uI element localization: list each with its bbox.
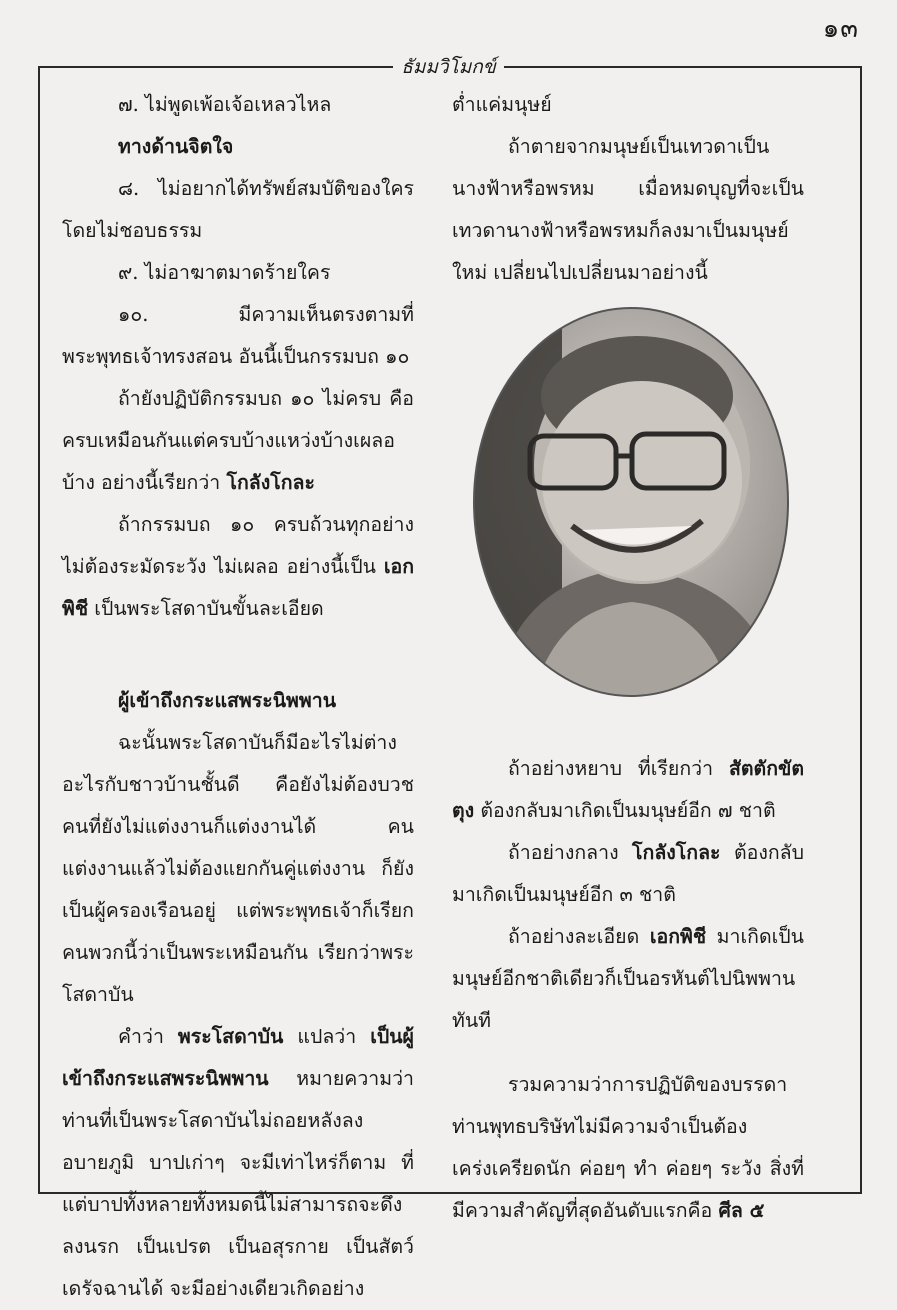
bold-term: เป็นผู้เข้าถึงกระแสพระนิพพาน bbox=[62, 1025, 414, 1090]
paragraph: ต่ำแค่มนุษย์ bbox=[452, 93, 552, 116]
paragraph bbox=[62, 1016, 414, 1310]
text-span: ถ้ากรรมบถ ๑๐ ครบถ้วนทุกอย่าง ไม่ต้องระมัดระวัง ไม่เผลอ อย่างนี้เป็น bbox=[62, 513, 414, 578]
paragraph bbox=[452, 832, 804, 916]
text-span: เป็นพระโสดาบันขั้นละเอียด bbox=[88, 597, 324, 620]
paragraph: ๘. ไม่อยากได้ทรัพย์สมบัติของใครโดยไม่ชอบธรรม bbox=[62, 177, 414, 242]
paragraph: ฉะนั้นพระโสดาบันก็มีอะไรไม่ต่างอะไรกับชาวบ้านชั้นดี คือยังไม่ต้องบวช คนที่ยังไม่แต่งงานก็แต่งงานได้ คนแต่งงานแล้วไม่ต้องแยกกันคู่แต่งงาน ก็ยังเป็นผู้ครองเรือนอยู่ แต่พระพุทธเจ้าก็เรียกคนพวกนี้ว่าเป็นพระเหมือนกัน เรียกว่าพระโสดาบัน bbox=[62, 731, 414, 1006]
text-span: ถ้าอย่างหยาบ ที่เรียกว่า bbox=[508, 757, 729, 780]
paragraph: ๗. ไม่พูดเพ้อเจ้อเหลวไหล bbox=[118, 93, 332, 116]
text-span: ต้องกลับมาเกิดเป็นมนุษย์อีก ๗ ชาติ bbox=[474, 799, 776, 822]
bold-term: โกลังโกละ bbox=[632, 841, 721, 864]
paragraph: ๙. ไม่อาฆาตมาดร้ายใคร bbox=[118, 261, 331, 284]
paragraph bbox=[452, 748, 804, 832]
bold-term: เอกพิชี bbox=[649, 925, 707, 948]
text-span: หมายความว่าท่านที่เป็นพระโสดาบันไม่ถอยหลังลงอบายภูมิ บาปเก่าๆ จะมีเท่าไหร่ก็ตาม ที่ แต่บาปทั้งหลายทั้งหมดนี้ไม่สามารถจะดึงลงนรก เป็นเปรต เป็นอสุรกาย เป็นสัตว์เดรัจฉานได้ จะมีอย่างเดียวเกิดอย่าง bbox=[62, 1067, 414, 1300]
running-head bbox=[0, 52, 897, 82]
paragraph bbox=[62, 378, 414, 504]
text-span: ถ้าอย่างกลาง bbox=[508, 841, 633, 864]
text-span: รวมความว่าการปฏิบัติของบรรดาท่านพุทธบริษัทไม่มีความจำเป็นต้องเคร่งเครียดนัก ค่อยๆ ทำ ค่อยๆ ระวัง สิ่งที่มีความสำคัญที่สุดอันดับแรกคือ bbox=[452, 1073, 804, 1222]
monk-portrait-photo bbox=[472, 306, 790, 698]
right-column-lower bbox=[452, 748, 804, 1232]
text-span: ต้องกลับมาเกิดเป็นมนุษย์อีก ๓ ชาติ bbox=[452, 841, 804, 906]
text-span: แปลว่า bbox=[283, 1025, 371, 1048]
bold-term: โกลังโกละ bbox=[226, 471, 315, 494]
paragraph bbox=[452, 1064, 804, 1232]
text-span: ถ้ายังปฏิบัติกรรมบถ ๑๐ ไม่ครบ คือครบเหมือนกันแต่ครบบ้างแหว่งบ้างเผลอบ้าง อย่างนี้เรียกว่า bbox=[62, 387, 414, 494]
running-head-text: ธัมมวิโมกข์ bbox=[393, 56, 504, 78]
section-heading: ผู้เข้าถึงกระแสพระนิพพาน bbox=[118, 689, 337, 712]
right-column-upper bbox=[452, 84, 804, 294]
bold-term: พระโสดาบัน bbox=[177, 1025, 284, 1048]
paragraph: ถ้าตายจากมนุษย์เป็นเทวดาเป็นนางฟ้าหรือพรหม เมื่อหมดบุญที่จะเป็นเทวดานางฟ้าหรือพรหมก็ลงมาเป็นมนุษย์ใหม่ เปลี่ยนไปเปลี่ยนมาอย่างนี้ bbox=[452, 135, 804, 284]
text-span: ถ้าอย่างละเอียด bbox=[508, 925, 650, 948]
bold-term: ศีล ๕ bbox=[718, 1199, 765, 1222]
paragraph bbox=[62, 504, 414, 630]
paragraph: ๑๐. มีความเห็นตรงตามที่พระพุทธเจ้าทรงสอน อันนี้เป็นกรรมบถ ๑๐ bbox=[62, 303, 414, 368]
page-number: ๑๓ bbox=[822, 14, 859, 44]
text-span: คำว่า bbox=[118, 1025, 178, 1048]
bold-term: สัตตักขัตตุง bbox=[452, 757, 804, 822]
text-span: มาเกิดเป็นมนุษย์อีกชาติเดียวก็เป็นอรหันต์ไปนิพพานทันที bbox=[452, 925, 804, 1032]
bold-term: เอกพิชี bbox=[62, 555, 414, 620]
paragraph bbox=[452, 916, 804, 1042]
subheading: ทางด้านจิตใจ bbox=[118, 135, 234, 158]
left-column bbox=[62, 84, 414, 1310]
